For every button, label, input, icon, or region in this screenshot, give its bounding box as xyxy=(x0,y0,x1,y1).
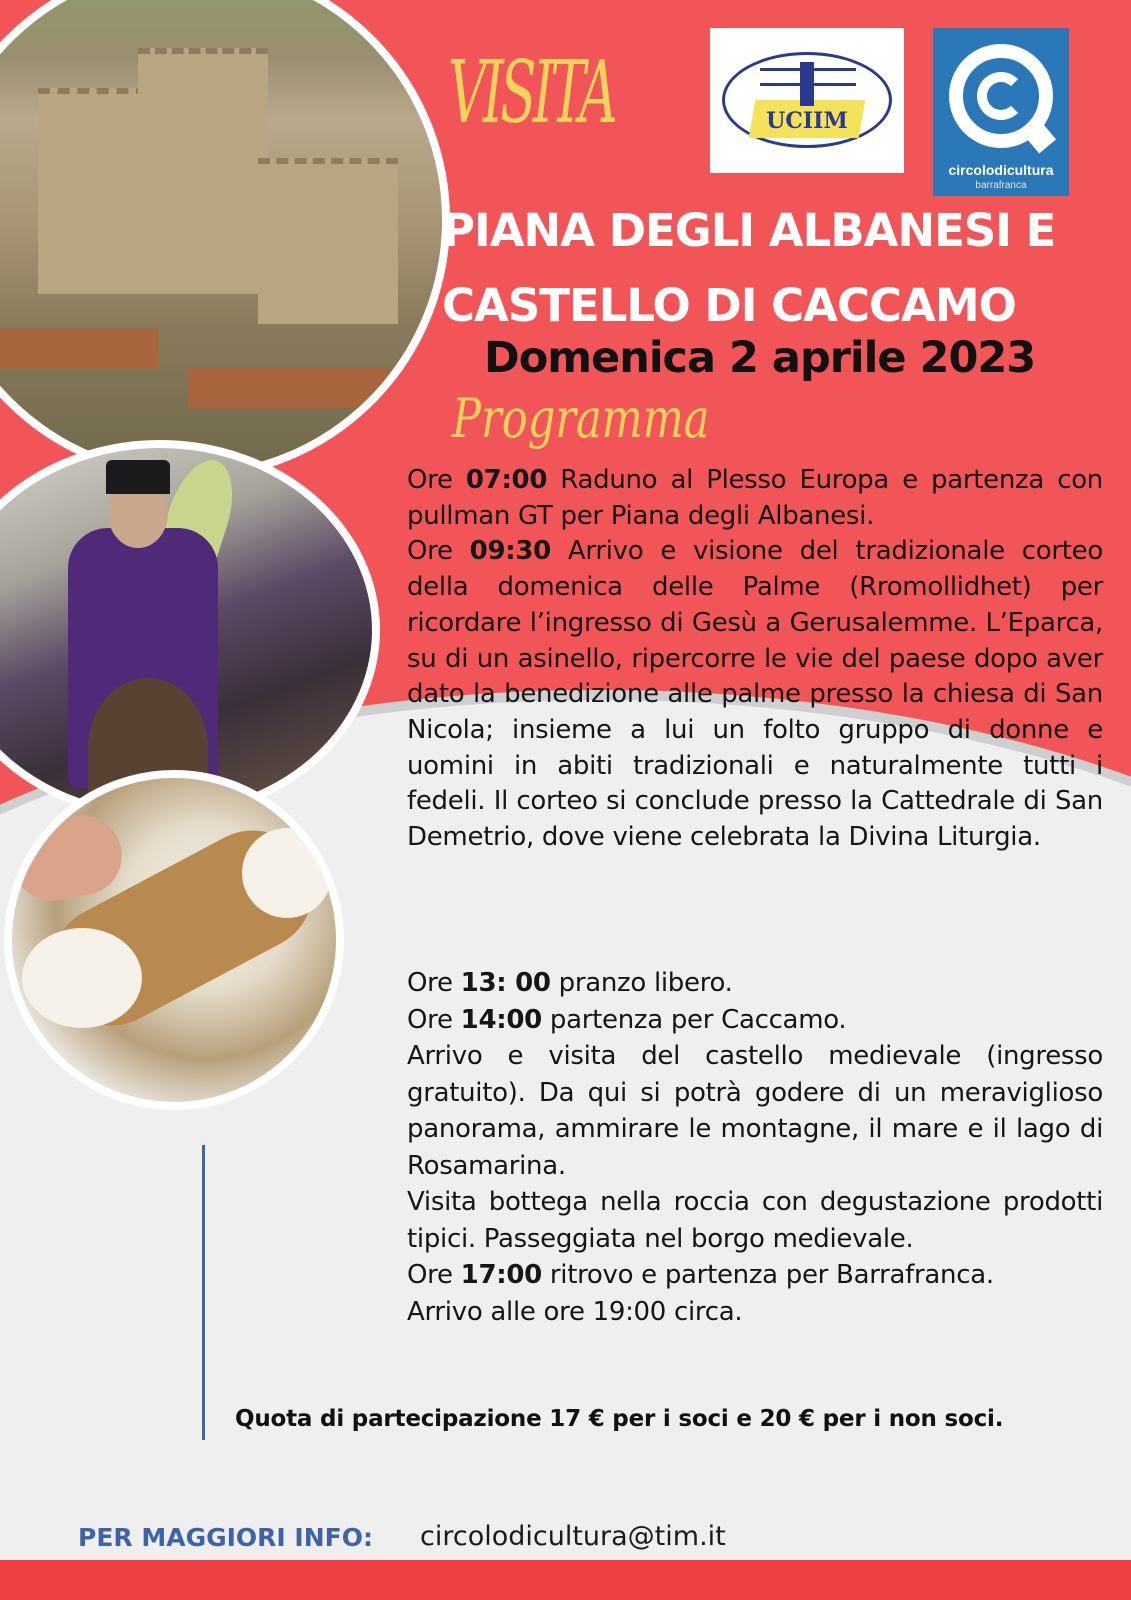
eparch-hat xyxy=(106,460,170,494)
program-item: Ore 17:00 ritrovo e partenza per Barrafranca. xyxy=(407,1260,994,1290)
cannoli-photo xyxy=(4,770,344,1110)
program-item: Ore 09:30 Arrivo e visione del tradizionale corteo della domenica delle Palme (Rromollidhet) per ricordare l’ingresso di Gesù a Gerusalemme. L’Eparca, su di un asinello, ripercorre le vie del paese dopo aver dato la benedizione alle palme presso la chiesa di San Nicola; insieme a lui un folto gruppo di donne e uomini in abiti tradizionali e naturalmente tutti i fedeli. Il corteo si conclude presso la Cattedrale di San Demetrio, dove viene celebrata la Divina Liturgia. xyxy=(407,536,1103,853)
bottom-bar xyxy=(0,1560,1131,1600)
program-item: Visita bottega nella roccia con degustazione prodotti tipici. Passeggiata nel borgo medievale. xyxy=(407,1187,1103,1254)
program-time: 14:00 xyxy=(460,1004,542,1035)
castle-tower xyxy=(38,88,148,294)
circolo-city: barrafranca xyxy=(975,180,1027,191)
info-label: PER MAGGIORI INFO: xyxy=(78,1523,373,1552)
program-block-afternoon xyxy=(407,965,1103,1330)
program-time: 13: 00 xyxy=(460,968,551,998)
contact-email[interactable]: circolodicultura@tim.it xyxy=(420,1521,726,1552)
program-time: 09:30 xyxy=(469,536,551,567)
title-line-2: CASTELLO DI CACCAMO xyxy=(442,279,1016,332)
program-item: Ore 14:00 partenza per Caccamo. xyxy=(407,1004,847,1035)
village-roof xyxy=(188,368,388,408)
ricotta-cream xyxy=(242,828,332,918)
uciim-logo xyxy=(710,28,904,173)
programma-heading: Programma xyxy=(452,387,710,450)
price-note: Quota di partecipazione 17 € per i soci e 20 € per i non soci. xyxy=(235,1406,1004,1432)
program-item: Arrivo alle ore 19:00 circa. xyxy=(407,1296,743,1327)
ricotta-cream xyxy=(22,928,142,1028)
circolo-logo xyxy=(933,28,1069,196)
program-block-morning xyxy=(407,463,1103,856)
program-time: 07:00 xyxy=(465,465,548,495)
event-date: Domenica 2 aprile 2023 xyxy=(484,333,1036,383)
lighthouse-icon xyxy=(800,62,814,106)
c-letter-icon xyxy=(977,72,1025,120)
program-item: Arrivo e visita del castello medievale (ingresso gratuito). Da qui si potrà godere di un meraviglioso panorama, ammirare le montagne, il mare e il lago di Rosamarina. xyxy=(407,1041,1103,1181)
visita-heading: VISITA xyxy=(448,43,614,143)
uciim-text: UCIIM xyxy=(766,108,848,134)
program-item: Ore 13: 00 pranzo libero. xyxy=(407,968,733,998)
title-line-1: PIANA DEGLI ALBANESI E xyxy=(442,204,1056,257)
castle-wing xyxy=(258,158,398,324)
program-item: Ore 07:00 Raduno al Plesso Europa e partenza con pullman GT per Piana degli Albanesi. xyxy=(407,465,1103,531)
circolo-name: circolodicultura xyxy=(948,162,1054,178)
divider-line xyxy=(202,1145,205,1440)
castle-keep xyxy=(138,48,268,294)
village-roof xyxy=(0,328,158,368)
program-time: 17:00 xyxy=(460,1260,542,1290)
